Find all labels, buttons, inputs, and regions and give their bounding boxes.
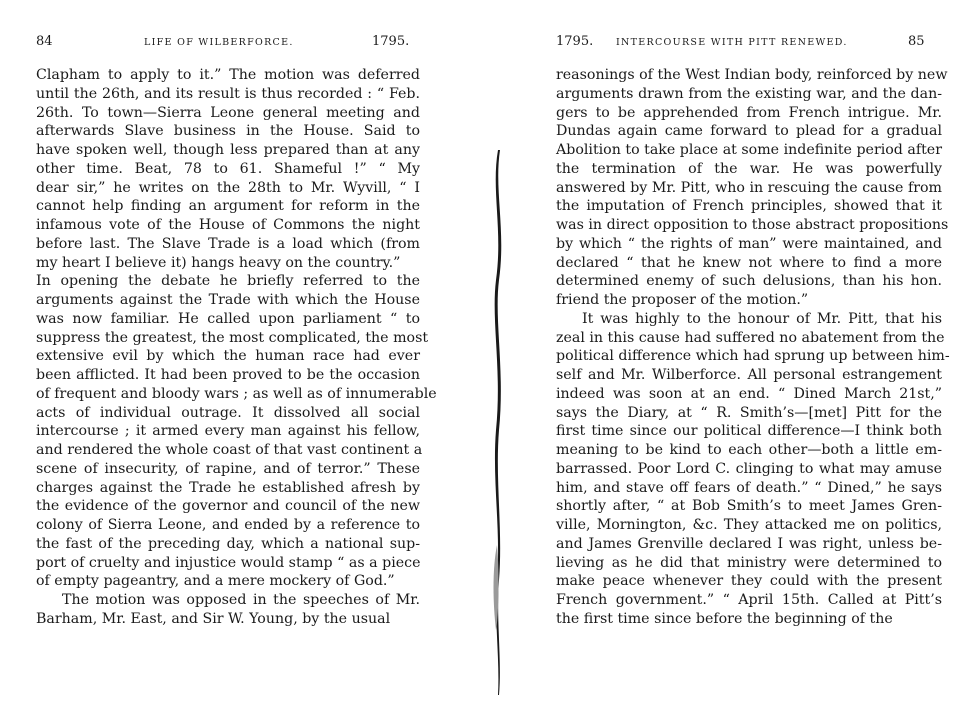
text-line: the imputation of French principles, showed that it	[556, 198, 942, 215]
text-line: answered by Mr. Pitt, who in rescuing the cause from	[556, 179, 942, 196]
text-line: make peace whenever they could with the present	[556, 573, 942, 590]
text-line: was in direct opposition to those abstract propositions	[556, 217, 949, 233]
text-line: lieving as he did that ministry were determined to	[556, 554, 942, 571]
text-line: the first time since before the beginning of the	[556, 610, 893, 627]
text-line: Barham, Mr. East, and Sir W. Young, by the usual	[36, 610, 391, 627]
text-line: Clapham to apply to it.” The motion was deferred	[36, 67, 420, 83]
text-line: suppress the greatest, the most complicated, the most	[36, 329, 429, 346]
text-line: arguments against the Trade with which the House	[36, 292, 420, 308]
text-line: extensive evil by which the human race had ever	[36, 348, 420, 365]
text-line: by which “ the rights of man” were maintained, and	[556, 235, 942, 252]
text-line: arguments drawn from the existing war, and the dan-	[556, 85, 942, 102]
text-line: French government.” “ April 15th. Called at Pitt’s	[556, 592, 942, 608]
text-line: of empty pageantry, and a mere mockery of God.”	[36, 573, 395, 590]
right-running-title: INTERCOURSE WITH PITT RENEWED.	[616, 37, 848, 48]
right-page-body	[556, 66, 950, 629]
text-line: infamous vote of the House of Commons the night	[36, 217, 420, 233]
text-line: was now familiar. He called upon parliament “ to	[36, 310, 420, 327]
text-line: other time. Beat, 78 to 61. Shameful !” “ My	[36, 160, 420, 177]
text-line: reasonings of the West Indian body, reinforced by new	[556, 67, 948, 83]
text-line: friend the proposer of the motion.”	[556, 292, 809, 308]
left-page-year: 1795.	[372, 34, 410, 49]
text-line: the fast of the preceding day, which a national sup-	[36, 535, 420, 552]
text-line: indeed was soon at an end. “ Dined March 21st,”	[556, 385, 942, 402]
text-line: determined enemy of such delusions, than his hon.	[556, 273, 942, 290]
text-line: meaning to be kind to each other—both a little em-	[556, 442, 942, 458]
text-line: 26th. To town—Sierra Leone general meeting and	[36, 104, 420, 121]
text-line: self and Mr. Wilberforce. All personal estrangement	[556, 367, 942, 383]
text-line: afterwards Slave business in the House. Said to	[36, 123, 420, 140]
text-line: barrassed. Poor Lord C. clinging to what may amuse	[556, 460, 942, 477]
text-line: the termination of the war. He was powerfully	[556, 160, 942, 177]
text-line: Dundas again came forward to plead for a gradual	[556, 123, 942, 140]
text-line: port of cruelty and injustice would stamp “ as a piece	[36, 554, 421, 571]
text-line: my heart I believe it) hangs heavy on the country.”	[36, 254, 401, 271]
text-line: charges against the Trade he established afresh by	[36, 479, 420, 496]
text-line: and James Grenville declared I was right, unless be-	[556, 535, 942, 552]
text-line: political difference which had sprung up between him-	[556, 348, 950, 365]
text-line: scene of insecurity, of rapine, and of terror.” These	[36, 460, 420, 477]
text-line: the evidence of the governor and council of the new	[36, 498, 420, 515]
text-line: him, and stave off fears of death.” “ Dined,” he says	[556, 479, 942, 496]
text-line: acts of individual outrage. It dissolved all social	[36, 404, 420, 421]
text-line: of frequent and bloody wars ; as well as of innumerable	[36, 385, 437, 402]
right-page-number: 85	[908, 34, 925, 49]
text-line: declared “ that he knew not where to find a more	[556, 254, 942, 271]
text-line: zeal in this cause had suffered no abatement from the	[556, 329, 945, 346]
text-line: shortly after, “ at Bob Smith’s to meet James Gren-	[556, 498, 942, 515]
text-line: In opening the debate he briefly referred to the	[36, 273, 420, 290]
text-line: cannot help finding an argument for reform in the	[36, 198, 420, 215]
left-page-body	[36, 66, 437, 629]
text-line: says the Diary, at “ R. Smith’s—[met] Pitt for the	[556, 404, 942, 421]
text-line: have spoken well, though less prepared than at any	[36, 142, 420, 158]
text-line: gers to be apprehended from French intrigue. Mr.	[556, 104, 942, 121]
text-line: It was highly to the honour of Mr. Pitt, that his	[582, 310, 942, 327]
right-page-header	[556, 34, 942, 54]
text-line: intercourse ; it armed every man against his fellow,	[36, 423, 420, 440]
text-line: Abolition to take place at some indefinite period after	[556, 142, 942, 158]
text-line: first time since our political difference—I think both	[556, 423, 942, 440]
left-running-title: LIFE OF WILBERFORCE.	[144, 37, 294, 48]
text-line: The motion was opposed in the speeches of Mr.	[62, 592, 420, 608]
book-gutter-shadow	[487, 150, 509, 695]
text-line: dear sir,” he writes on the 28th to Mr. Wyvill, “ I	[36, 179, 420, 196]
text-line: colony of Sierra Leone, and ended by a reference to	[36, 517, 420, 533]
text-line: until the 26th, and its result is thus recorded : “ Feb.	[36, 85, 420, 102]
text-line: and rendered the whole coast of that vast continent a	[36, 442, 423, 458]
text-line: been afflicted. It had been proved to be the occasion	[36, 367, 420, 383]
right-page-year: 1795.	[556, 34, 594, 49]
right-page	[556, 0, 950, 721]
text-line: ville, Mornington, &c. They attacked me on politics,	[556, 517, 942, 533]
left-page-number: 84	[36, 34, 53, 49]
left-page-header	[36, 34, 420, 54]
text-line: before last. The Slave Trade is a load which (from	[36, 235, 420, 252]
left-page	[36, 0, 437, 721]
